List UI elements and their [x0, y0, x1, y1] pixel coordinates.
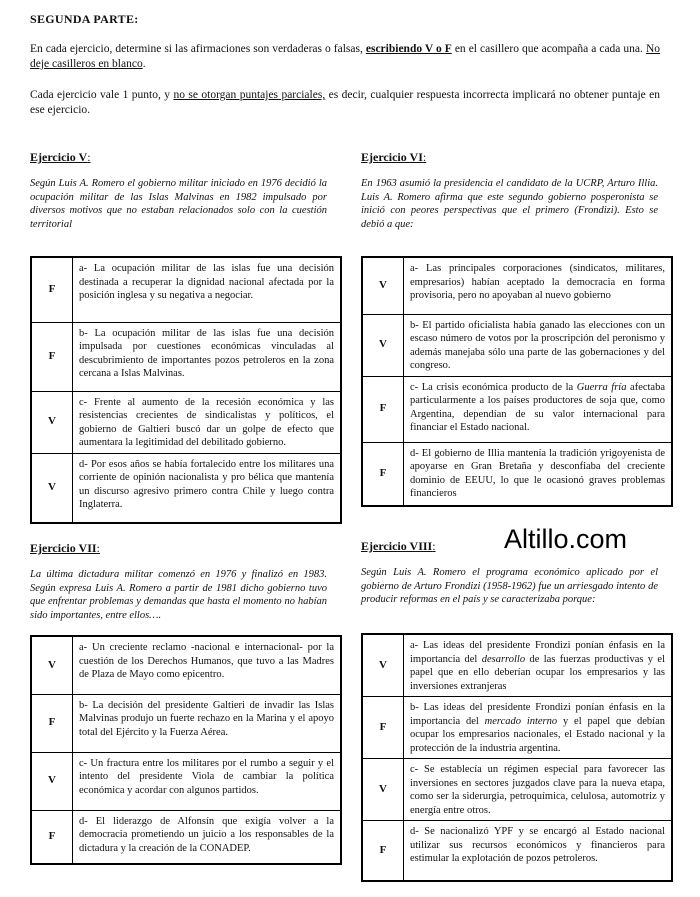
exercise-vii-table — [30, 635, 342, 865]
answer-cell[interactable]: F — [362, 376, 404, 442]
exercise-viii-table — [361, 633, 673, 882]
statement-text: c- La crisis económica producto de la Guerra fría afectaba particularmente a los países productores de soja que, como Argentina, dependían de su valor internacional para financiar el Estado nacional. — [404, 376, 673, 442]
question-row — [362, 376, 672, 442]
exercise-intro: Según Luis A. Romero el programa económico aplicado por el gobierno de Arturo Frondizi (1958-1962) fue un arriesgado intento de producir reformas en el país y se caracterizaba porque: — [361, 567, 658, 605]
statement-text: b- La decisión del presidente Galtieri de invadir las Islas Malvinas produjo un fuerte rechazo en la Marina y el apoyo total del Ejército y la Fuerza Aérea. — [73, 694, 342, 752]
statement-text: b- El partido oficialista había ganado las elecciones con un escaso número de votos por la proscripción del peronismo y además manejaba sólo una parte de las gobernaciones y del congreso. — [404, 314, 673, 376]
question-row — [362, 697, 672, 759]
exercise-title: Ejercicio VI: — [361, 150, 427, 164]
question-row — [362, 257, 672, 314]
answer-cell[interactable]: V — [31, 752, 73, 810]
question-row — [362, 821, 672, 881]
exercise-vi-table — [361, 256, 673, 507]
answer-cell[interactable]: F — [31, 257, 73, 322]
statement-text: c- Se establecía un régimen especial para favorecer las inversiones en sectores juzgados clave para la nueva etapa, como ser la siderurgia, petroquímica, celulosa, automotriz y energía entre otros. — [404, 759, 673, 821]
answer-cell[interactable]: F — [31, 694, 73, 752]
exercise-intro: En 1963 asumió la presidencia el candidato de la UCRP, Arturo Illia. Luis A. Romero afirma que este segundo gobierno posperonista se inició con peores perspectivas que el primero (Frondizi). Esto se debió a que: — [361, 178, 658, 230]
statement-text: d- El liderazgo de Alfonsín que exigía volver a la democracia prometiendo un juicio a los responsables de la dictadura y la creación de la CONADEP. — [73, 810, 342, 864]
answer-cell[interactable]: V — [31, 636, 73, 694]
question-row — [31, 810, 341, 864]
answer-cell[interactable]: V — [362, 759, 404, 821]
statement-text: b- Las ideas del presidente Frondizi ponían énfasis en la importancia del mercado interno y el papel que debían ocupar los empresarios nacionales, el Estado nacional y la protección de la industria argentina. — [404, 697, 673, 759]
answer-cell[interactable]: F — [31, 322, 73, 391]
answer-cell[interactable]: F — [31, 810, 73, 864]
question-row — [362, 442, 672, 506]
answer-cell[interactable]: V — [31, 453, 73, 523]
altillo-watermark: Altillo.com — [504, 524, 628, 554]
statement-text: a- Las principales corporaciones (sindicatos, militares, empresarios) habían aceptado la democracia en forma provisoria, pero no apoyaban al nuevo gobierno — [404, 257, 673, 314]
question-row — [31, 636, 341, 694]
answer-cell[interactable]: F — [362, 442, 404, 506]
answer-cell[interactable]: V — [31, 391, 73, 453]
statement-text: c- Un fractura entre los militares por el rumbo a seguir y el intento del presidente Viola de cambiar la política económica y acordar con algunos partidos. — [73, 752, 342, 810]
statement-text: d- Por esos años se había fortalecido entre los militares una corriente de opinión nacionalista y pro bélica que mantenía un discurso agresivo primero contra Chile y luego contra Inglaterra. — [73, 453, 342, 523]
question-row — [31, 257, 341, 322]
statement-text: a- Un creciente reclamo -nacional e internacional- por la cuestión de los Derechos Humanos, que tuvo a las Madres de Plaza de Mayo como epicentro. — [73, 636, 342, 694]
answer-cell[interactable]: F — [362, 821, 404, 881]
instructions-paragraph-2: Cada ejercicio vale 1 punto, y no se otorgan puntajes parciales, es decir, cualquier respuesta incorrecta implicará no obtener puntaje en ese ejercicio. — [30, 89, 661, 116]
question-row — [31, 752, 341, 810]
question-row — [31, 453, 341, 523]
exercise-v-table — [30, 256, 342, 524]
statement-text: a- Las ideas del presidente Frondizi ponían énfasis en la importancia del desarrollo de las fuerzas productivas y el papel que en ello deberían ocupar los empresarios y las inversiones extranjeras — [404, 634, 673, 697]
question-row — [31, 694, 341, 752]
exercise-title: Ejercicio V: — [30, 150, 91, 164]
question-row — [362, 759, 672, 821]
statement-text: a- La ocupación militar de las islas fue una decisión destinada a recuperar la dignidad nacional afectada por la posición inglesa y su negativa a negociar. — [73, 257, 342, 322]
page-title: SEGUNDA PARTE: — [30, 12, 139, 26]
answer-cell[interactable]: V — [362, 634, 404, 697]
statement-text: d- Se nacionalizó YPF y se encargó al Estado nacional utilizar sus recursos económicos y financieros para estimular la explotación de pozos petroleros. — [404, 821, 673, 881]
exercise-title: Ejercicio VIII: — [361, 539, 436, 553]
statement-text: d- El gobierno de Illia mantenía la tradición yrigoyenista de apoyarse en Gran Bretaña y desconfiaba del creciente dominio de EEUU, lo que le ocasionó graves problemas financieros — [404, 442, 673, 506]
question-row — [362, 634, 672, 697]
statement-text: c- Frente al aumento de la recesión económica y las resistencias crecientes de sindicalistas y políticos, el gobierno de Galtieri buscó dar un golpe de efecto que aumentara la legitimidad del debilitado gobierno. — [73, 391, 342, 453]
question-row — [31, 322, 341, 391]
answer-cell[interactable]: V — [362, 257, 404, 314]
statement-text: b- La ocupación militar de las islas fue una decisión impulsada por cuestiones económicas vinculadas al descubrimiento de importantes pozos petroleros en la zona cercana a Islas Malvinas. — [73, 322, 342, 391]
instructions-paragraph-1: En cada ejercicio, determine si las afirmaciones son verdaderas o falsas, escribiendo V o F en el casillero que acompaña a cada una. No deje casilleros en blanco. — [30, 43, 660, 70]
exercise-intro: La última dictadura militar comenzó en 1976 y finalizó en 1983. Según expresa Luis A. Romero a partir de 1981 dicho gobierno tuvo que enfrentar problemas y demandas que hasta el momento no habían sido importantes, entre ellos…. — [30, 569, 327, 621]
question-row — [31, 391, 341, 453]
exercise-title: Ejercicio VII: — [30, 541, 100, 555]
answer-cell[interactable]: F — [362, 697, 404, 759]
answer-cell[interactable]: V — [362, 314, 404, 376]
exercise-intro: Según Luis A. Romero el gobierno militar iniciado en 1976 decidió la ocupación militar de las Islas Malvinas en 1982 impulsado por diversos motivos que no estaban relacionados solo con la cuestión territorial — [30, 178, 327, 230]
question-row — [362, 314, 672, 376]
